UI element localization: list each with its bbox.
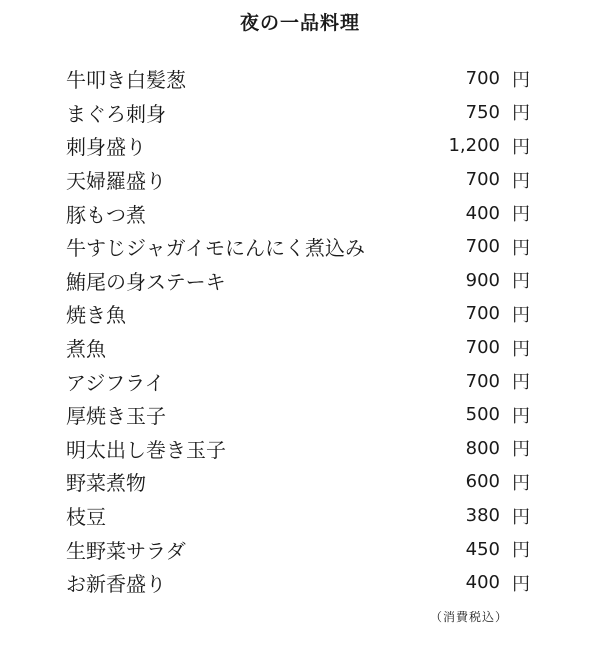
item-unit: 円	[512, 540, 530, 562]
item-name: アジフライ	[66, 370, 165, 395]
menu-item	[66, 196, 536, 230]
menu-item	[66, 465, 536, 499]
item-unit: 円	[512, 372, 530, 394]
item-name: 鮪尾の身ステーキ	[66, 269, 226, 294]
item-unit: 円	[512, 338, 530, 360]
menu-item	[66, 398, 536, 432]
item-unit: 円	[512, 237, 530, 259]
item-unit: 円	[512, 170, 530, 192]
item-price: 600	[465, 471, 500, 493]
item-name: 厚焼き玉子	[66, 404, 166, 429]
item-unit: 円	[512, 405, 530, 427]
item-name: 明太出し巻き玉子	[66, 437, 226, 462]
menu-title: 夜の一品料理	[239, 12, 360, 34]
item-unit: 円	[512, 103, 530, 125]
item-unit: 円	[512, 204, 530, 226]
item-name: 焼き魚	[66, 303, 126, 328]
item-price: 800	[465, 437, 500, 459]
item-name: 枝豆	[66, 505, 106, 530]
menu-list	[66, 62, 536, 600]
menu-item	[66, 163, 536, 197]
item-unit: 円	[512, 439, 530, 461]
item-price: 1,200	[448, 135, 500, 157]
item-price: 400	[465, 572, 500, 594]
item-price: 500	[465, 404, 500, 426]
item-name: まぐろ刺身	[66, 101, 166, 126]
item-name: 天婦羅盛り	[66, 169, 166, 194]
item-name: 野菜煮物	[66, 471, 146, 496]
item-price: 700	[465, 236, 500, 258]
item-name: 牛叩き白髪葱	[66, 68, 186, 93]
item-name: 牛すじジャガイモにんにく煮込み	[66, 236, 365, 261]
item-name: 生野菜サラダ	[66, 538, 186, 563]
item-unit: 円	[512, 472, 530, 494]
item-price: 750	[465, 101, 500, 123]
item-name: 豚もつ煮	[66, 202, 146, 227]
item-price: 700	[465, 68, 500, 90]
item-name: 刺身盛り	[66, 135, 146, 160]
item-price: 700	[465, 303, 500, 325]
menu-item	[66, 499, 536, 533]
item-unit: 円	[512, 69, 530, 91]
item-price: 400	[465, 202, 500, 224]
menu-item	[66, 532, 536, 566]
menu-item	[66, 129, 536, 163]
item-price: 450	[465, 538, 500, 560]
menu-item	[66, 432, 536, 466]
item-name: 煮魚	[66, 337, 106, 362]
item-unit: 円	[512, 304, 530, 326]
menu-item	[66, 297, 536, 331]
item-unit: 円	[512, 506, 530, 528]
item-unit: 円	[512, 271, 530, 293]
item-name: お新香盛り	[66, 572, 166, 597]
menu-item	[66, 331, 536, 365]
menu-item	[66, 96, 536, 130]
menu-item	[66, 264, 536, 298]
menu-item	[66, 230, 536, 264]
menu-item	[66, 62, 536, 96]
item-price: 700	[465, 370, 500, 392]
item-price: 700	[465, 337, 500, 359]
item-price: 700	[465, 169, 500, 191]
item-price: 900	[465, 269, 500, 291]
item-price: 380	[465, 505, 500, 527]
tax-note: （消費税込）	[429, 610, 508, 624]
item-unit: 円	[512, 573, 530, 595]
item-unit: 円	[512, 136, 530, 158]
menu-item	[66, 566, 536, 600]
menu-item	[66, 364, 536, 398]
